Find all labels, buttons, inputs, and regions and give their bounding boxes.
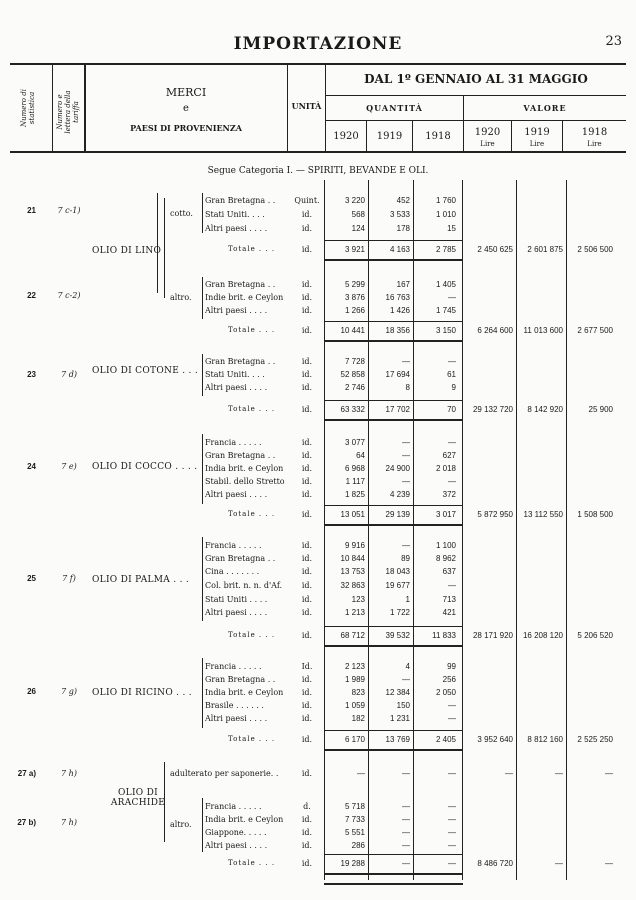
qty-1920: 123 <box>351 595 365 604</box>
qty-1918: 2 018 <box>435 464 456 473</box>
qty-1918: — <box>448 828 456 837</box>
total-label: Totale . . . <box>228 631 276 639</box>
country-name: Gran Bretagna . . <box>205 675 276 684</box>
product-name: OLIO DI ARACHIDE <box>110 788 166 808</box>
unit-cell: id. <box>301 370 313 379</box>
qty-1920: 1 059 <box>344 701 365 710</box>
qty-1918: 61 <box>447 370 456 379</box>
qty-1919: — <box>402 541 410 550</box>
unit-cell: id. <box>301 510 313 519</box>
qty-1920: 10 844 <box>340 554 365 563</box>
stat-number: 27 a) <box>17 769 36 778</box>
product-name: OLIO DI COCCO . . . . <box>92 462 198 472</box>
unit-cell: id. <box>301 675 313 684</box>
unit-cell: id. <box>301 477 313 486</box>
unit-cell: id. <box>301 595 313 604</box>
total-label: Totale . . . <box>228 245 276 253</box>
total-label: Totale . . . <box>228 405 276 413</box>
val-1918: 2 677 500 <box>577 326 613 335</box>
brace <box>157 193 158 293</box>
header-lire-1919: Lire <box>529 140 545 148</box>
stat-number: 25 <box>27 574 36 583</box>
tariff-code: 7 c-1) <box>57 206 81 215</box>
qty-1918: 713 <box>442 595 456 604</box>
header-col-tariffa: Numero e lettera della tariffa <box>56 90 80 134</box>
qty-1918: — <box>448 581 456 590</box>
unit-cell: id. <box>301 608 313 617</box>
unit-cell: id. <box>301 357 313 366</box>
val-1919: 13 112 550 <box>523 510 563 519</box>
country-name: Francia . . . . . <box>205 662 262 671</box>
header-v-1918: 1918 <box>581 127 608 138</box>
qty-1918: — <box>448 859 456 868</box>
qty-1919: 17 702 <box>385 405 410 414</box>
country-name: adulterato per saponerie. . <box>170 769 279 778</box>
qty-1919: — <box>402 859 410 868</box>
qty-1918: 421 <box>442 608 456 617</box>
val-1918: 1 508 500 <box>577 510 613 519</box>
qty-1918: — <box>448 769 456 778</box>
unit-cell: d. <box>303 802 311 811</box>
qty-1919: — <box>402 438 410 447</box>
total-label: Totale . . . <box>228 326 276 334</box>
qty-1920: 13 753 <box>340 567 365 576</box>
qty-1918: — <box>448 701 456 710</box>
unit-cell: id. <box>301 210 313 219</box>
country-name: India brit. e Ceylon <box>205 688 284 697</box>
qty-1920: 3 876 <box>344 293 365 302</box>
header-lire-1920: Lire <box>480 140 495 148</box>
val-1920: 29 132 720 <box>472 405 513 414</box>
val-1920: 8 486 720 <box>477 859 513 868</box>
qty-1920: 1 213 <box>344 608 365 617</box>
qty-1920: — <box>357 769 365 778</box>
country-name: Gran Bretagna . . <box>205 196 276 205</box>
total-label: Totale . . . <box>228 510 276 518</box>
brace <box>202 798 203 852</box>
stat-number: 24 <box>27 462 36 471</box>
qty-1919: 3 533 <box>389 210 410 219</box>
country-name: Altri paesi . . . . <box>205 383 268 392</box>
qty-1920: 568 <box>351 210 365 219</box>
qty-1919: — <box>402 451 410 460</box>
header-paesi: PAESI DI PROVENIENZA <box>130 123 242 133</box>
qty-1918: — <box>448 815 456 824</box>
brace <box>202 193 203 233</box>
qty-1920: 13 051 <box>340 510 365 519</box>
brace <box>202 658 203 728</box>
qty-1918: 15 <box>447 224 456 233</box>
qty-1920: 10 441 <box>340 326 365 335</box>
brace <box>202 434 203 504</box>
qty-1920: 2 746 <box>344 383 365 392</box>
tariff-code: 7 f) <box>62 574 76 583</box>
qty-1919: 1 231 <box>389 714 410 723</box>
tariff-code: 7 c-2) <box>57 291 81 300</box>
brace <box>202 354 203 396</box>
total-label: Totale . . . <box>228 859 276 867</box>
qty-1919: — <box>402 815 410 824</box>
header-valore: VALORE <box>523 103 567 113</box>
qty-1919: 18 356 <box>385 326 410 335</box>
country-name: Gran Bretagna . . <box>205 451 276 460</box>
qty-1919: — <box>402 828 410 837</box>
product-name: OLIO DI RICINO . . . <box>92 688 192 698</box>
country-name: Stati Uniti . . . . <box>205 595 268 604</box>
qty-1918: 99 <box>447 662 456 671</box>
tariff-code: 7 d) <box>61 370 77 379</box>
country-name: Altri paesi . . . . <box>205 224 268 233</box>
qty-1919: 18 043 <box>385 567 410 576</box>
qty-1919: 1 722 <box>389 608 410 617</box>
qty-1920: 182 <box>351 714 365 723</box>
qty-1918: 2 405 <box>435 735 456 744</box>
qty-1920: 64 <box>356 451 365 460</box>
val-1920: 6 264 600 <box>477 326 513 335</box>
val-1918: 2 525 250 <box>577 735 613 744</box>
qty-1919: 1 <box>405 595 410 604</box>
qty-1919: 150 <box>396 701 410 710</box>
qty-1920: 7 733 <box>344 815 365 824</box>
qty-1918: — <box>448 477 456 486</box>
qty-1919: 17 694 <box>385 370 410 379</box>
unit-cell: id. <box>301 714 313 723</box>
brace <box>164 198 165 298</box>
qty-1920: 68 712 <box>340 631 365 640</box>
stat-number: 21 <box>27 206 36 215</box>
unit-cell: id. <box>301 815 313 824</box>
qty-1918: — <box>448 714 456 723</box>
qty-1919: 24 900 <box>385 464 410 473</box>
qty-1919: 4 239 <box>389 490 410 499</box>
qty-1919: 13 769 <box>385 735 410 744</box>
country-name: Gran Bretagna . . <box>205 357 276 366</box>
country-name: Stati Uniti. . . . <box>205 370 265 379</box>
qty-1919: — <box>402 769 410 778</box>
country-name: India brit. e Ceylon <box>205 815 284 824</box>
header-merci: MERCI <box>165 86 207 99</box>
val-1920: 2 450 625 <box>477 245 513 254</box>
qty-1920: 1 989 <box>344 675 365 684</box>
unit-cell: id. <box>301 567 313 576</box>
qty-1918: 256 <box>442 675 456 684</box>
qty-1920: 124 <box>351 224 365 233</box>
qty-1918: 627 <box>442 451 456 460</box>
val-1919: 8 142 920 <box>527 405 563 414</box>
header-q-1918: 1918 <box>425 131 451 142</box>
unit-cell: id. <box>301 735 313 744</box>
val-1920: 5 872 950 <box>477 510 513 519</box>
val-1918: — <box>605 769 613 778</box>
product-name: OLIO DI PALMA . . . <box>92 575 190 585</box>
qty-1919: 452 <box>396 196 410 205</box>
page-number: 23 <box>605 34 622 49</box>
country-name: Indie brit. e Ceylon <box>205 293 284 302</box>
qty-1920: 7 728 <box>344 357 365 366</box>
qty-1919: 19 677 <box>385 581 410 590</box>
qty-1919: 89 <box>401 554 410 563</box>
unit-cell: id. <box>301 306 313 315</box>
unit-cell: id. <box>301 490 313 499</box>
country-name: Col. brit. n. n. d'Af. <box>205 581 283 590</box>
unit-cell: id. <box>301 293 313 302</box>
qty-1919: 1 426 <box>389 306 410 315</box>
val-1919: 16 208 120 <box>522 631 563 640</box>
unit-cell: id. <box>301 631 313 640</box>
qty-1918: 8 962 <box>435 554 456 563</box>
qty-1918: 3 150 <box>435 326 456 335</box>
qty-1918: — <box>448 438 456 447</box>
unit-cell: id. <box>301 688 313 697</box>
unit-cell: Id. <box>301 662 313 671</box>
stat-number: 26 <box>27 687 36 696</box>
tariff-code: 7 g) <box>61 687 77 696</box>
val-1920: 28 171 920 <box>472 631 513 640</box>
val-1919: — <box>555 859 563 868</box>
country-name: Francia . . . . . <box>205 541 262 550</box>
qty-1918: 1 745 <box>435 306 456 315</box>
qty-1920: 3 220 <box>344 196 365 205</box>
unit-cell: id. <box>301 438 313 447</box>
unit-cell: id. <box>301 326 313 335</box>
qty-1919: 29 139 <box>385 510 410 519</box>
header-col-statistica: Numero di statistica <box>20 89 36 127</box>
val-1919: 2 601 875 <box>527 245 563 254</box>
qty-1918: — <box>448 802 456 811</box>
unit-cell: id. <box>301 451 313 460</box>
qty-1920: 5 299 <box>344 280 365 289</box>
qty-1920: 1 266 <box>344 306 365 315</box>
country-name: Stabil. dello Stretto <box>205 477 285 486</box>
val-1920: 3 952 640 <box>477 735 513 744</box>
stat-number: 27 b) <box>17 818 36 827</box>
val-1918: 5 206 520 <box>577 631 613 640</box>
stat-number: 23 <box>27 370 36 379</box>
country-name: Stati Uniti. . . . <box>205 210 265 219</box>
country-name: Giappone. . . . . <box>205 828 267 837</box>
qty-1918: 2 050 <box>435 688 456 697</box>
header-v-1919: 1919 <box>524 127 550 138</box>
qty-1918: — <box>448 841 456 850</box>
qty-1920: 2 123 <box>344 662 365 671</box>
qty-1919: — <box>402 841 410 850</box>
unit-cell: id. <box>301 828 313 837</box>
qty-1918: 11 833 <box>432 631 456 640</box>
qty-1919: 4 <box>405 662 410 671</box>
qty-1918: 1 760 <box>435 196 456 205</box>
qty-1918: 9 <box>451 383 456 392</box>
qty-1918: 372 <box>442 490 456 499</box>
country-name: Altri paesi . . . . <box>205 714 268 723</box>
category-title: Segue Categoria I. — SPIRITI, BEVANDE E OLI. <box>207 166 429 176</box>
qty-1918: 1 100 <box>435 541 456 550</box>
header-lire-1918: Lire <box>587 140 602 148</box>
qty-1919: 4 163 <box>389 245 410 254</box>
qty-1919: — <box>402 675 410 684</box>
val-1919: — <box>555 769 563 778</box>
unit-cell: Quint. <box>294 196 320 205</box>
subcategory-label: cotto. <box>170 209 193 218</box>
header-period: DAL 1º GENNAIO AL 31 MAGGIO <box>364 72 588 86</box>
header-q-1919: 1919 <box>376 131 403 142</box>
qty-1919: 178 <box>396 224 410 233</box>
unit-cell: id. <box>301 464 313 473</box>
country-name: Altri paesi . . . . <box>205 608 268 617</box>
unit-cell: id. <box>301 701 313 710</box>
unit-cell: id. <box>301 224 313 233</box>
country-name: Brasile . . . . . . <box>205 701 264 710</box>
tariff-code: 7 h) <box>61 769 77 778</box>
header-unita: UNITÀ <box>291 101 322 111</box>
country-name: Altri paesi . . . . <box>205 841 268 850</box>
unit-cell: id. <box>301 541 313 550</box>
header-quantita: QUANTITÀ <box>366 103 423 113</box>
qty-1920: 52 858 <box>340 370 365 379</box>
country-name: Altri paesi . . . . <box>205 306 268 315</box>
total-label: Totale . . . <box>228 735 276 743</box>
unit-cell: id. <box>301 280 313 289</box>
unit-cell: id. <box>301 859 313 868</box>
qty-1918: — <box>448 293 456 302</box>
product-name: OLIO DI COTONE . . . <box>92 366 199 376</box>
qty-1920: 6 968 <box>344 464 365 473</box>
qty-1919: 39 532 <box>385 631 410 640</box>
val-1919: 8 812 160 <box>527 735 563 744</box>
unit-cell: id. <box>301 383 313 392</box>
header-e: e <box>183 103 189 114</box>
unit-cell: id. <box>301 769 313 778</box>
unit-cell: id. <box>301 245 313 254</box>
qty-1920: 1 825 <box>344 490 365 499</box>
brace <box>164 762 165 842</box>
qty-1920: 1 117 <box>345 477 365 486</box>
qty-1920: 9 916 <box>344 541 365 550</box>
qty-1919: — <box>402 357 410 366</box>
header-v-1920: 1920 <box>474 127 501 138</box>
country-name: Gran Bretagna . . <box>205 280 276 289</box>
qty-1919: 16 763 <box>385 293 410 302</box>
val-1919: 11 013 600 <box>523 326 563 335</box>
unit-cell: id. <box>301 841 313 850</box>
unit-cell: id. <box>301 405 313 414</box>
val-1918: — <box>605 859 613 868</box>
val-1918: 2 506 500 <box>577 245 613 254</box>
qty-1918: — <box>448 357 456 366</box>
qty-1920: 3 077 <box>344 438 365 447</box>
qty-1918: 1 405 <box>435 280 456 289</box>
qty-1919: 167 <box>396 280 410 289</box>
qty-1919: 8 <box>405 383 410 392</box>
qty-1918: 1 010 <box>435 210 456 219</box>
country-name: Cina . . . . . . . <box>205 567 260 576</box>
qty-1919: 12 384 <box>385 688 410 697</box>
stat-number: 22 <box>27 291 36 300</box>
country-name: Altri paesi . . . . <box>205 490 268 499</box>
qty-1920: 5 551 <box>344 828 365 837</box>
page-title: IMPORTAZIONE <box>233 34 403 54</box>
tariff-code: 7 h) <box>61 818 77 827</box>
qty-1920: 19 288 <box>340 859 365 868</box>
qty-1919: — <box>402 477 410 486</box>
brace <box>202 537 203 621</box>
qty-1919: — <box>402 802 410 811</box>
qty-1918: 2 785 <box>435 245 456 254</box>
qty-1920: 823 <box>351 688 365 697</box>
qty-1920: 286 <box>351 841 365 850</box>
country-name: Gran Bretagna . . <box>205 554 276 563</box>
subcategory-label: altro. <box>170 293 192 302</box>
subcategory-label: altro. <box>170 820 192 829</box>
country-name: India brit. e Ceylon <box>205 464 284 473</box>
val-1920: — <box>505 769 513 778</box>
qty-1920: 6 170 <box>344 735 365 744</box>
qty-1918: 3 017 <box>435 510 456 519</box>
qty-1918: 70 <box>447 405 456 414</box>
qty-1920: 32 863 <box>340 581 365 590</box>
qty-1920: 5 718 <box>344 802 365 811</box>
qty-1918: 637 <box>442 567 456 576</box>
qty-1920: 63 332 <box>340 405 365 414</box>
header-q-1920: 1920 <box>333 131 359 142</box>
country-name: Francia . . . . . <box>205 802 262 811</box>
unit-cell: id. <box>301 581 313 590</box>
unit-cell: id. <box>301 554 313 563</box>
product-name: OLIO DI LINO <box>92 246 162 256</box>
val-1918: 25 900 <box>588 405 613 414</box>
tariff-code: 7 e) <box>61 462 77 471</box>
country-name: Francia . . . . . <box>205 438 262 447</box>
brace <box>202 277 203 319</box>
qty-1920: 3 921 <box>344 245 365 254</box>
